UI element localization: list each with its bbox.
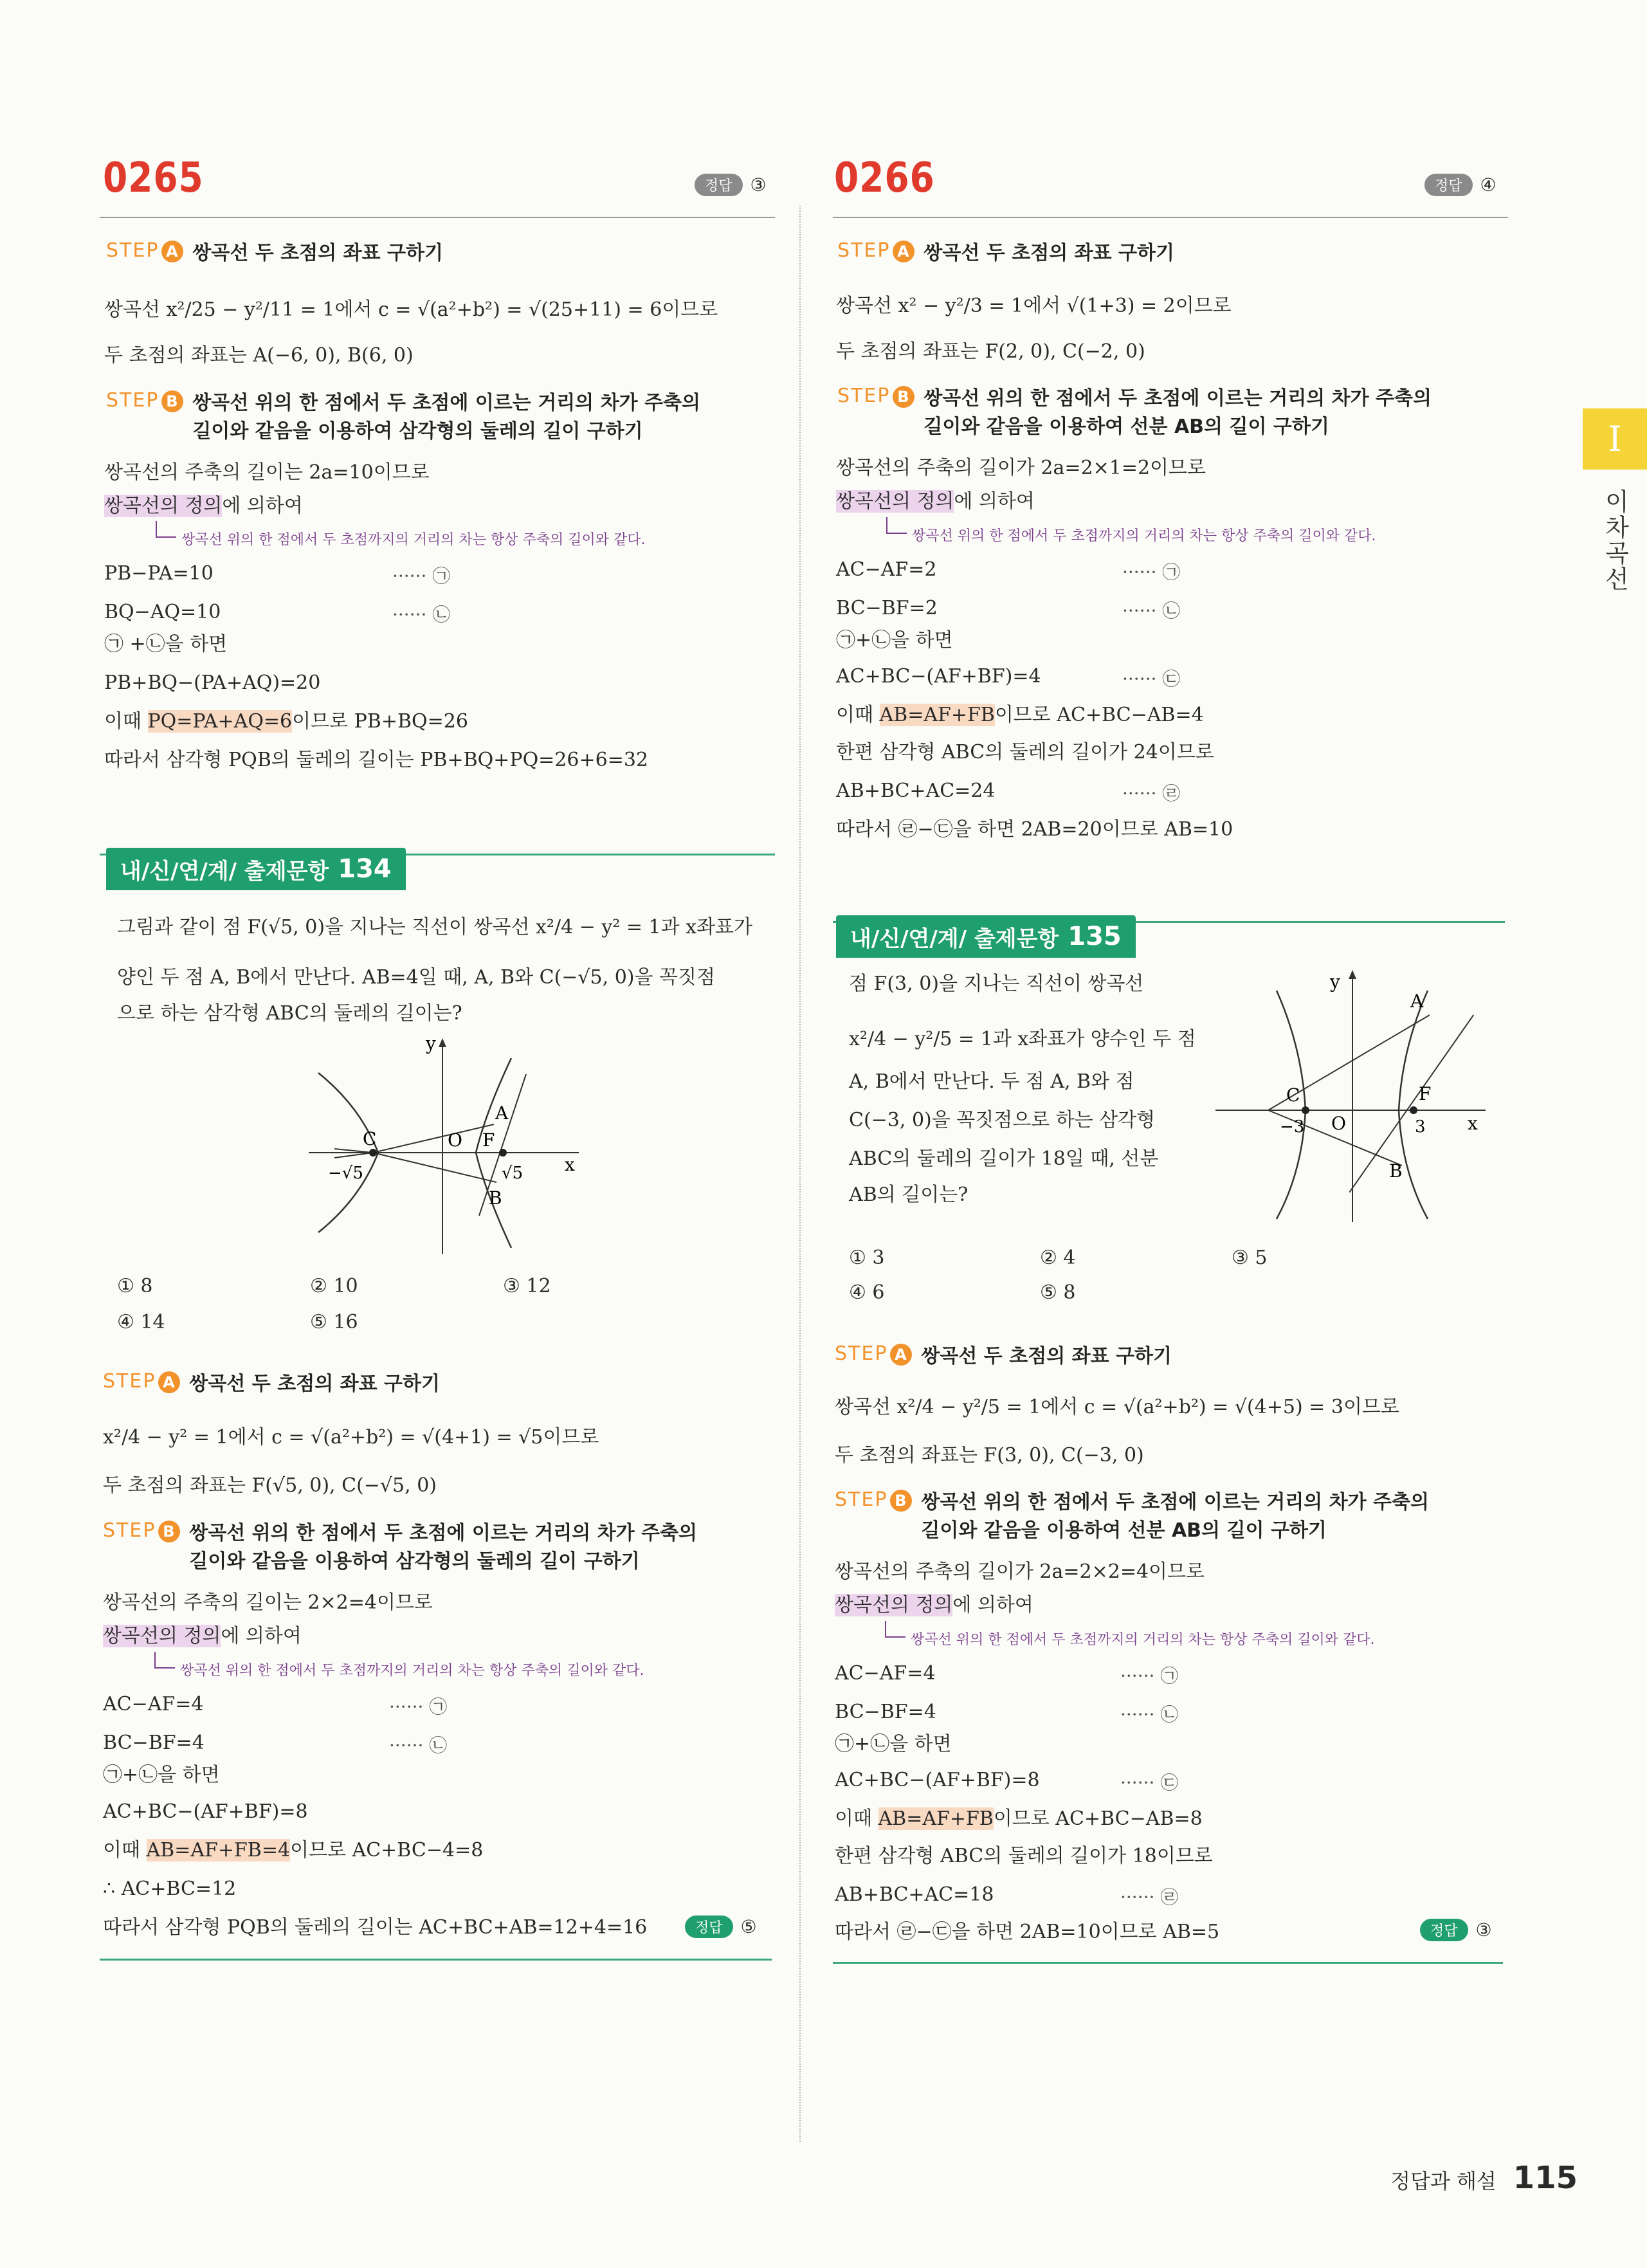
text-line: ㉠ +㉡을 하면 [104,633,228,655]
equation-tag: ······ ㉠ [1122,562,1181,583]
step-b [103,1519,697,1576]
definition-note: 쌍곡선 위의 한 점에서 두 초점까지의 거리의 차는 항상 주축의 길이와 같다. [912,528,1376,544]
footer-label: 정답과 해설 [1390,2169,1497,2193]
answer-value: ⑤ [740,1916,757,1937]
step-label: STEP B [103,1519,180,1542]
equation-tag: ······ ㉡ [389,1735,448,1756]
text-line: ∴ AC+BC=12 [103,1878,237,1900]
choice-4: ④ 14 [117,1311,165,1333]
axis-label-y: y [1330,971,1340,992]
highlight: 쌍곡선의 정의 [836,490,954,513]
choice-5: ⑤ 16 [310,1311,358,1333]
point-label-f: F [482,1129,495,1151]
origin-label: O [1331,1113,1346,1134]
answer-tag [685,1916,757,1938]
text-line: 따라서 삼각형 PQB의 둘레의 길이는 PB+BQ+PQ=26+6=32 [104,749,649,771]
definition-note: 쌍곡선 위의 한 점에서 두 초점까지의 거리의 차는 항상 주축의 길이와 같다. [180,1663,644,1679]
highlight: AB=AF+FB=4 [146,1839,291,1861]
step-label: STEP B [106,389,183,412]
point-label-b: B [489,1187,502,1209]
step-label: STEP B [837,385,914,408]
point-label-c: C [1286,1084,1300,1106]
question-line: 으로 하는 삼각형 ABC의 둘레의 길이는? [117,1002,462,1025]
step-b [837,385,1432,441]
equation-tag: ······ ㉣ [1120,1887,1179,1908]
step-title: 쌍곡선 두 초점의 좌표 구하기 [921,1345,1172,1367]
answer-tag [695,174,767,196]
text-line: 따라서 ㉣−㉢을 하면 2AB=10이므로 AB=5 [835,1921,1220,1943]
tick-label-neg: −3 [1280,1117,1305,1137]
step-label: STEP A [106,239,183,262]
page-footer [1390,2160,1578,2196]
text-line: 쌍곡선의 주축의 길이가 2a=2×2=4이므로 [835,1560,1205,1583]
divider [833,217,1508,218]
question-line: A, B에서 만난다. 두 점 A, B와 점 [849,1070,1134,1093]
text-line: ㉠+㉡을 하면 [103,1764,220,1786]
equation: AC+BC−(AF+BF)=4 [836,665,1041,688]
equation: PB+BQ−(PA+AQ)=20 [104,672,321,694]
divider [100,1959,772,1961]
text-line: x²/4 − y² = 1에서 c = √(a²+b²) = √(4+1) = √5이므로 [103,1426,599,1449]
choice-3: ③ 12 [503,1275,551,1297]
step-title: 쌍곡선 위의 한 점에서 두 초점에 이르는 거리의 차가 주축의 길이와 같음을 이용하여 선분 AB의 길이 구하기 [924,387,1432,438]
answer-label: 정답 [1420,1919,1468,1941]
naesin-banner: 내/신/연/계/ 출제문항 135 [836,915,1136,958]
text-line: ㉠+㉡을 하면 [836,629,953,652]
highlight: 쌍곡선의 정의 [835,1594,953,1616]
equation: BC−BF=4 [835,1701,936,1723]
question-line: 점 F(3, 0)을 지나는 직선이 쌍곡선 [849,973,1144,995]
text-line: 따라서 ㉣−㉢을 하면 2AB=20이므로 AB=10 [836,818,1233,841]
choice-1: ① 3 [849,1247,885,1269]
equation: BC−BF=4 [103,1732,205,1754]
text-line: 쌍곡선의 정의에 의하여 [104,495,303,517]
choice-1: ① 8 [117,1275,153,1297]
divider [833,1962,1503,1964]
equation: AC−AF=4 [103,1693,204,1715]
problem-number: 0265 [103,154,204,202]
highlight: AB=AF+FB [879,704,995,726]
highlight: 쌍곡선의 정의 [103,1625,221,1647]
hyperbola-figure [302,1036,585,1254]
text-line: 이때 AB=AF+FB이므로 AC+BC−AB=4 [836,704,1204,726]
note-arrow [885,1621,905,1638]
problem-number: 0266 [834,154,935,202]
text-line: 쌍곡선의 정의에 의하여 [835,1594,1033,1616]
column-separator [799,206,801,2142]
answer-value: ④ [1480,174,1497,196]
text-line: 이때 PQ=PA+AQ=6이므로 PB+BQ=26 [104,710,468,733]
text-line: 한편 삼각형 ABC의 둘레의 길이가 24이므로 [836,741,1214,764]
point-label-b: B [1389,1160,1403,1182]
equation-tag: ······ ㉠ [392,565,451,587]
text-line: 쌍곡선의 정의에 의하여 [836,490,1035,513]
answer-label: 정답 [1424,174,1473,196]
chapter-label: 이차곡선 [1601,489,1629,592]
tick-label-neg: −√5 [328,1164,363,1183]
step-label: STEP B [835,1488,912,1512]
origin-label: O [448,1129,462,1151]
text-line: 두 초점의 좌표는 F(3, 0), C(−3, 0) [835,1444,1144,1467]
divider [100,217,775,218]
equation: AC+BC−(AF+BF)=8 [103,1800,308,1823]
hyperbola-figure [1215,965,1486,1222]
step-a [835,1342,1172,1371]
equation: PB−PA=10 [104,562,214,585]
answer-label: 정답 [695,174,743,196]
choice-2: ② 10 [310,1275,358,1297]
equation-tag: ······ ㉢ [1122,668,1181,690]
step-label: STEP A [103,1370,180,1393]
step-title: 쌍곡선 위의 한 점에서 두 초점에 이르는 거리의 차가 주축의 길이와 같음을 이용하여 삼각형의 둘레의 길이 구하기 [189,1522,697,1573]
equation-tag: ······ ㉠ [389,1696,448,1717]
choice-2: ② 4 [1040,1247,1076,1269]
axis-label-x: x [565,1154,575,1175]
answer-value: ③ [1475,1919,1492,1941]
equation: BQ−AQ=10 [104,601,221,623]
answer-label: 정답 [685,1916,733,1938]
step-a [837,239,1174,268]
step-label: STEP A [835,1342,912,1366]
choice-4: ④ 6 [849,1281,885,1304]
answer-value: ③ [750,174,767,196]
text-line: 한편 삼각형 ABC의 둘레의 길이가 18이므로 [835,1845,1213,1867]
equation: AB+BC+AC=24 [836,780,996,802]
definition-note: 쌍곡선 위의 한 점에서 두 초점까지의 거리의 차는 항상 주축의 길이와 같다. [911,1632,1375,1648]
naesin-banner: 내/신/연/계/ 출제문항 134 [106,848,406,890]
text-line: 쌍곡선의 주축의 길이는 2a=10이므로 [104,461,430,484]
note-arrow [886,517,907,534]
answer-tag [1420,1919,1492,1941]
choice-5: ⑤ 8 [1040,1281,1076,1304]
step-title: 쌍곡선 두 초점의 좌표 구하기 [192,242,443,264]
text-line: 쌍곡선의 주축의 길이가 2a=2×1=2이므로 [836,457,1206,479]
text-line: 두 초점의 좌표는 F(2, 0), C(−2, 0) [836,340,1145,363]
text-line: 이때 AB=AF+FB이므로 AC+BC−AB=8 [835,1807,1203,1830]
text-line: 쌍곡선 x²/4 − y²/5 = 1에서 c = √(a²+b²) = √(4+5) = 3이므로 [835,1396,1399,1418]
equation-tag: ······ ㉡ [1120,1704,1179,1725]
text-line: ㉠+㉡을 하면 [835,1733,952,1755]
question-line: x²/4 − y²/5 = 1과 x좌표가 양수인 두 점 [849,1028,1196,1050]
text-line: 쌍곡선의 정의에 의하여 [103,1625,302,1647]
definition-note: 쌍곡선 위의 한 점에서 두 초점까지의 거리의 차는 항상 주축의 길이와 같다. [181,532,646,548]
equation: AC−AF=2 [836,558,937,581]
chapter-tab: I [1583,408,1647,470]
equation-tag: ······ ㉡ [392,604,451,625]
step-b [835,1488,1429,1545]
equation-tag: ······ ㉠ [1120,1665,1179,1687]
point-label-a: A [1410,991,1424,1012]
equation-tag: ······ ㉣ [1122,783,1181,804]
highlight: 쌍곡선의 정의 [104,495,223,517]
step-title: 쌍곡선 두 초점의 좌표 구하기 [189,1373,440,1395]
text-line: 두 초점의 좌표는 A(−6, 0), B(6, 0) [104,344,414,367]
question-line: C(−3, 0)을 꼭짓점으로 하는 삼각형 [849,1109,1156,1131]
highlight: PQ=PA+AQ=6 [147,710,293,733]
question-line: ABC의 둘레의 길이가 18일 때, 선분 [849,1148,1159,1170]
text-line: 두 초점의 좌표는 F(√5, 0), C(−√5, 0) [103,1474,437,1497]
answer-tag [1424,174,1497,196]
step-label: STEP A [837,239,914,262]
question-line: 그림과 같이 점 F(√5, 0)을 지나는 직선이 쌍곡선 x²/4 − y² = 1과 x좌표가 [117,916,753,938]
question-line: 양인 두 점 A, B에서 만난다. AB=4일 때, A, B와 C(−√5, 0)을 꼭짓점 [117,966,715,989]
choice-3: ③ 5 [1232,1247,1268,1269]
equation: AC+BC−(AF+BF)=8 [835,1769,1040,1791]
step-a [103,1370,440,1398]
axis-label-y: y [426,1036,436,1054]
page-number: 115 [1513,2160,1578,2196]
tick-label-pos: √5 [502,1164,523,1183]
equation: BC−BF=2 [836,597,938,619]
equation: AB+BC+AC=18 [835,1883,994,1906]
equation-tag: ······ ㉢ [1120,1772,1179,1793]
point-label-c: C [363,1128,377,1149]
tick-label-pos: 3 [1415,1117,1426,1137]
axis-label-x: x [1468,1113,1478,1134]
text-line: 이때 AB=AF+FB=4이므로 AC+BC−4=8 [103,1839,484,1861]
text-line: 따라서 삼각형 PQB의 둘레의 길이는 AC+BC+AB=12+4=16 [103,1916,648,1939]
text-line: 쌍곡선 x²/25 − y²/11 = 1에서 c = √(a²+b²) = √(25+11) = 6이므로 [104,298,718,321]
equation: AC−AF=4 [835,1662,936,1685]
point-label-f: F [1419,1083,1432,1104]
step-title: 쌍곡선 위의 한 점에서 두 초점에 이르는 거리의 차가 주축의 길이와 같음을 이용하여 선분 AB의 길이 구하기 [921,1491,1429,1542]
step-title: 쌍곡선 위의 한 점에서 두 초점에 이르는 거리의 차가 주축의 길이와 같음을 이용하여 삼각형의 둘레의 길이 구하기 [192,392,700,443]
point-label-a: A [495,1102,509,1124]
text-line: 쌍곡선 x² − y²/3 = 1에서 √(1+3) = 2이므로 [836,295,1232,317]
question-line: AB의 길이는? [849,1184,969,1206]
note-arrow [156,521,176,538]
text-line: 쌍곡선의 주축의 길이는 2×2=4이므로 [103,1591,433,1614]
step-b [106,389,700,446]
step-a [106,239,443,268]
equation-tag: ······ ㉡ [1122,600,1181,621]
note-arrow [154,1652,175,1669]
highlight: AB=AF+FB [878,1807,994,1830]
step-title: 쌍곡선 두 초점의 좌표 구하기 [924,242,1174,264]
